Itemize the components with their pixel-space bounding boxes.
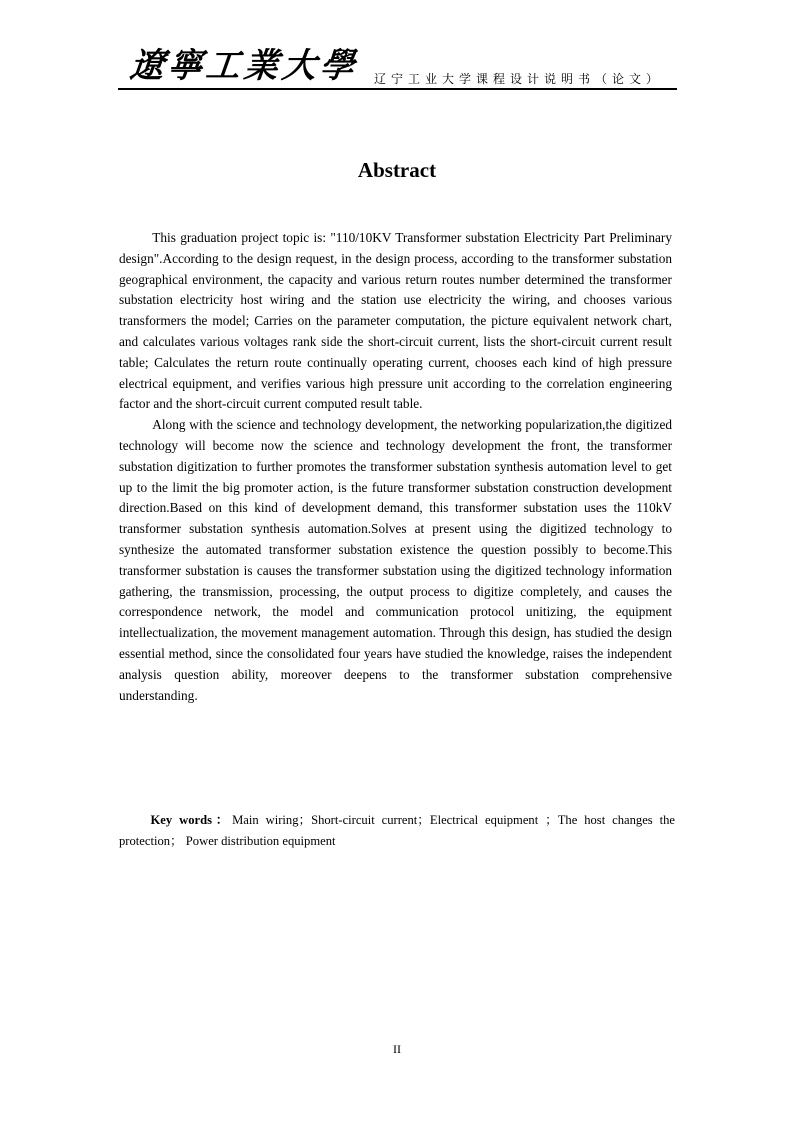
page-number: II	[393, 1042, 401, 1056]
header-title: 辽宁工业大学课程设计说明书（论文）	[373, 72, 663, 86]
header-rule	[118, 88, 677, 90]
keywords-block	[119, 810, 675, 852]
page-title: Abstract	[357, 158, 437, 182]
keywords-label: Key words：	[150, 813, 233, 827]
abstract-paragraph-1: This graduation project topic is: "110/10KV Transformer substation Electricity Part Preliminary design".According to the design request, in the design process, according to the transformer substation geographical environment, the capacity and various return routes number determined the transformer substation electricity host wiring and the station use electricity the wiring, and chooses various transformers the model; Carries on the parameter computation, the picture equivalent network chart, and calculates various voltages rank side the short-circuit current, lists the short-circuit current result table; Calculates the return route continually operating current, chooses each kind of high pressure electrical equipment, and verifies various high pressure unit according to the correlation engineering factor and the short-circuit current computed result table.	[119, 230, 672, 412]
page-header	[118, 40, 677, 90]
abstract-body	[119, 228, 672, 706]
keywords-text: Main wiring；Short-circuit current；Electrical equipment ；The host changes the protection； Power distribution equipment	[119, 813, 675, 848]
university-logo: 遼寧工業大學	[127, 46, 361, 86]
abstract-paragraph-2: Along with the science and technology development, the networking popularization,the digitized technology will become now the science and technology development the front, the transformer substation digitization to further promotes the transformer substation synthesis automation level to get up to the limit the big promoter action, is the future transformer substation construction development direction.Based on this kind of development demand, this transformer substation uses the 110kV transformer substation synthesis automation.Solves at present using the digitized technology to synthesize the automated transformer substation existence the question possibly to become.This transformer substation is causes the transformer substation using the digitized technology information gathering, the transmission, processing, the output process to digitize completely, and causes the correspondence network, the model and communication protocol unitizing, the equipment intellectualization, the movement management automation. Through this design, has studied the design essential method, since the consolidated four years have studied the knowledge, raises the independent analysis question ability, moreover deepens to the transformer substation comprehensive understanding.	[119, 417, 672, 703]
